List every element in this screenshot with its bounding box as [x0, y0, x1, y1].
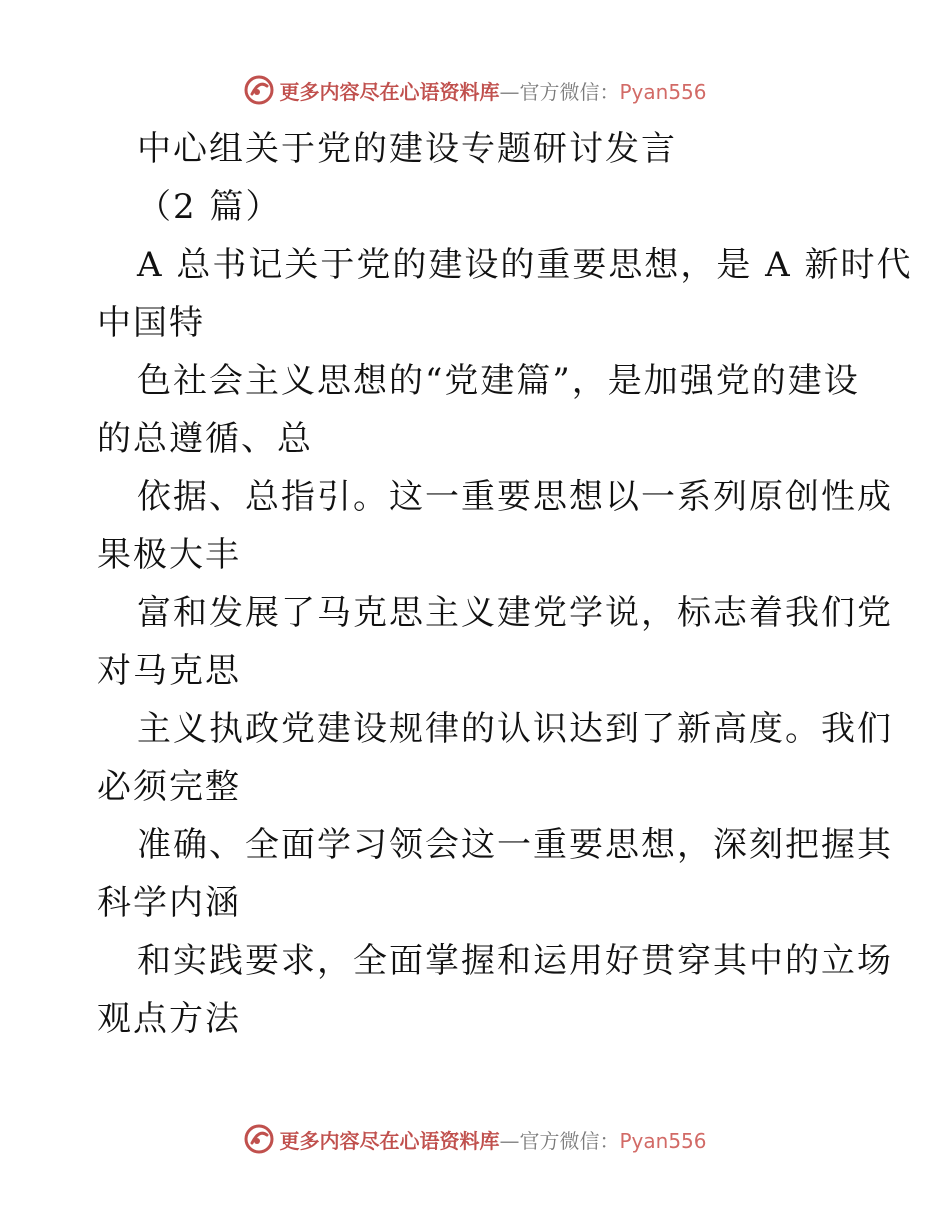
document-title: 中心组关于党的建设专题研讨发言: [137, 129, 677, 169]
banner-wechat-label: 官方微信：: [519, 1128, 620, 1153]
paragraph-line: 对马克思: [97, 651, 241, 691]
paragraph-line: 准确、全面学习领会这一重要思想，深刻把握其: [137, 825, 893, 865]
banner-text: [279, 1125, 706, 1154]
seal-logo-icon: [243, 74, 275, 106]
paragraph-line: 和实践要求，全面掌握和运用好贯穿其中的立场: [137, 941, 893, 981]
paragraph-line: 的总遵循、总: [97, 419, 313, 459]
banner-text: [279, 76, 706, 105]
paragraph-line: 主义执政党建设规律的认识达到了新高度。我们: [137, 709, 893, 749]
paragraph-line: 依据、总指引。这一重要思想以一系列原创性成: [137, 477, 893, 517]
document-subtitle: （2 篇）: [137, 187, 282, 227]
banner-site-text: 更多内容尽在心语资料库: [279, 79, 500, 104]
paragraph-line: 科学内涵: [97, 883, 241, 923]
paragraph-line: 富和发展了马克思主义建党学说，标志着我们党: [137, 593, 893, 633]
paragraph-line: 色社会主义思想的“党建篇”，是加强党的建设: [137, 361, 860, 401]
header-banner: [0, 70, 950, 110]
banner-inner: [243, 1123, 706, 1155]
banner-dash: —: [499, 79, 520, 104]
banner-wechat-id: Pyan556: [619, 79, 707, 104]
paragraph-line: A 总书记关于党的建设的重要思想，是 A 新时代: [137, 245, 913, 285]
paragraph-line: 必须完整: [97, 767, 241, 807]
banner-inner: [243, 74, 706, 106]
banner-site-text: 更多内容尽在心语资料库: [279, 1128, 500, 1153]
seal-logo-icon: [243, 1123, 275, 1155]
footer-banner: [0, 1119, 950, 1159]
paragraph-line: 果极大丰: [97, 535, 241, 575]
banner-wechat-id: Pyan556: [619, 1128, 707, 1153]
banner-wechat-label: 官方微信：: [519, 79, 620, 104]
paragraph-line: 观点方法: [97, 999, 241, 1039]
banner-dash: —: [499, 1128, 520, 1153]
document-body: [97, 120, 913, 1048]
paragraph-line: 中国特: [97, 303, 205, 343]
